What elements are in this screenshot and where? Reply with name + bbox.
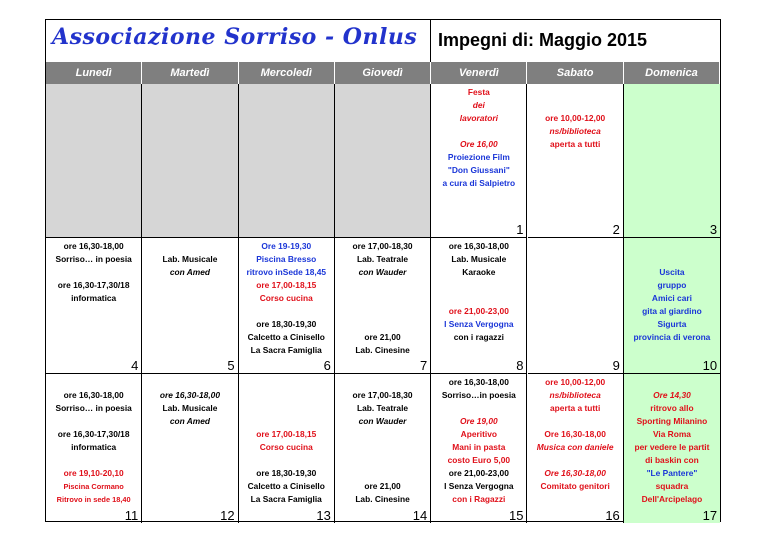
day-cell (431, 238, 527, 374)
day-number: 7 (419, 358, 428, 373)
event-line: Piscina Cormano (63, 482, 124, 491)
event-line: Lab. Musicale (451, 254, 507, 264)
event-line: "Don Giussani" (447, 165, 510, 175)
event-line: Uscita (659, 267, 685, 277)
event-line: gruppo (657, 280, 687, 290)
day-cell (46, 374, 142, 523)
event-line: con Wauder (358, 416, 407, 426)
event-line: Ore 16,30-18,00 (544, 429, 606, 439)
event-line (335, 318, 430, 331)
event-line (335, 279, 430, 292)
organization-title: Associazione Sorriso - Onlus (52, 24, 418, 50)
event-line (528, 415, 623, 428)
event-line (624, 376, 720, 389)
event-line: Festa (467, 87, 490, 97)
event-line: Proiezione Film (447, 152, 510, 162)
day-cell (624, 84, 720, 238)
event-line (239, 415, 334, 428)
event-line: Amici cari (651, 293, 692, 303)
event-line: La Sacra Famiglia (250, 345, 322, 355)
day-cell (239, 238, 335, 374)
event-line: di baskin con (645, 455, 699, 465)
event-line: I Senza Vergogna (444, 319, 514, 329)
day-number: 6 (323, 358, 331, 373)
event-line: aperta a tutti (550, 139, 601, 149)
event-line: ore 21,00-23,00 (448, 468, 509, 478)
event-line: aperta a tutti (550, 403, 601, 413)
cell-events (46, 240, 141, 305)
event-line: Comitato genitori (540, 481, 610, 491)
day-cell (624, 238, 720, 374)
event-line (239, 305, 334, 318)
weekday-2: Mercoledì (239, 62, 335, 84)
weekday-6: Domenica (624, 62, 720, 84)
event-line (239, 376, 334, 389)
event-line: ore 16,30-18,00 (63, 390, 124, 400)
weekday-1: Martedì (142, 62, 238, 84)
event-line: Corso cucina (259, 442, 313, 452)
day-number: 8 (516, 358, 524, 373)
day-cell (335, 84, 431, 238)
event-line (335, 292, 430, 305)
event-line: La Sacra Famiglia (250, 494, 322, 504)
day-cell (624, 374, 720, 523)
event-line: ore 17,00-18,30 (352, 241, 413, 251)
event-line: ore 10,00-12,00 (545, 377, 606, 387)
weekday-4: Venerdì (431, 62, 527, 84)
event-line: informatica (71, 442, 117, 452)
event-line (431, 292, 526, 305)
event-line: per vedere le partit (634, 442, 710, 452)
day-number: 14 (412, 508, 428, 523)
event-line: ore 21,00 (364, 481, 401, 491)
event-line (142, 376, 237, 389)
cell-events (46, 376, 141, 506)
event-line (335, 305, 430, 318)
event-line: ore 19,10-20,10 (63, 468, 124, 478)
event-line (335, 441, 430, 454)
event-line (335, 376, 430, 389)
event-line: lavoratori (459, 113, 498, 123)
event-line: con Amed (169, 416, 211, 426)
event-line: Ritrovo in sede 18,40 (56, 495, 131, 504)
event-line: Lab. Musicale (162, 254, 218, 264)
cell-events (431, 86, 526, 190)
event-line (335, 428, 430, 441)
weekday-header-row (46, 62, 720, 84)
cell-events (142, 376, 237, 428)
cell-events (335, 376, 430, 506)
event-line: I Senza Vergogna (444, 481, 514, 491)
event-line (239, 402, 334, 415)
event-line: ore 16,30-18,00 (448, 241, 509, 251)
cell-events (624, 240, 720, 344)
event-line: Sporting Milanino (636, 416, 708, 426)
event-line: ns/biblioteca (549, 126, 601, 136)
event-line: Ore 16,30-18,00 (544, 468, 606, 478)
day-number: 5 (227, 358, 235, 373)
event-line: Calcetto a Cinisello (247, 332, 325, 342)
day-number: 12 (220, 508, 235, 523)
event-line: ore 17,00-18,15 (256, 429, 317, 439)
event-line: ore 16,30-17,30/18 (57, 280, 130, 290)
weekday-3: Giovedì (335, 62, 431, 84)
event-line: Sorriso… in poesia (55, 254, 132, 264)
header-divider (430, 20, 431, 62)
event-line: Ore 16,00 (459, 139, 498, 149)
day-number: 17 (702, 508, 718, 523)
event-line: Aperitivo (460, 429, 497, 439)
event-line: ore 18,30-19,30 (256, 319, 317, 329)
event-line: dei (472, 100, 485, 110)
day-cell (142, 238, 238, 374)
event-line (528, 86, 623, 99)
event-line: Ore 14,30 (653, 390, 691, 400)
day-number: 4 (131, 358, 139, 373)
day-cell (239, 84, 335, 238)
event-line: "Le Pantere" (646, 468, 698, 478)
cell-events (142, 240, 237, 279)
event-line: Ore 19,00 (459, 416, 498, 426)
event-line: Karaoke (462, 267, 496, 277)
event-line: ore 18,30-19,30 (256, 468, 317, 478)
event-line (46, 376, 141, 389)
event-line: ore 16,30-17,30/18 (57, 429, 130, 439)
day-cell (335, 238, 431, 374)
day-cell (431, 84, 527, 238)
event-line: con Wauder (358, 267, 407, 277)
event-line: ore 21,00-23,00 (448, 306, 509, 316)
event-line (624, 253, 720, 266)
event-line (239, 454, 334, 467)
event-line: Piscina Bresso (256, 254, 317, 264)
event-line: Ore 19-19,30 (261, 241, 312, 251)
day-number: 13 (316, 508, 331, 523)
day-number: 2 (612, 222, 620, 237)
cell-events (624, 376, 720, 506)
weekday-0: Lunedì (46, 62, 142, 84)
event-line (46, 415, 141, 428)
event-line: con i ragazzi (453, 332, 504, 342)
day-cell (528, 84, 624, 238)
event-line: con Amed (169, 267, 211, 277)
month-title: Impegni di: Maggio 2015 (438, 30, 648, 50)
event-line: Dell'Arcipelago (641, 494, 703, 504)
day-number: 11 (124, 508, 139, 523)
event-line (46, 266, 141, 279)
event-line (431, 402, 526, 415)
event-line: Sorriso… in poesia (55, 403, 132, 413)
cell-events (335, 240, 430, 357)
event-line (335, 467, 430, 480)
event-line: ore 10,00-12,00 (545, 113, 606, 123)
event-line: Corso cucina (259, 293, 313, 303)
day-cell (142, 374, 238, 523)
event-line: informatica (71, 293, 117, 303)
event-line: Calcetto a Cinisello (247, 481, 325, 491)
event-line (624, 240, 720, 253)
cell-events (431, 376, 526, 506)
day-cell (239, 374, 335, 523)
event-line: a cura di Salpietro (442, 178, 516, 188)
event-line: Lab. Cinesine (355, 494, 410, 504)
day-cell (431, 374, 527, 523)
event-line: Sigurta (657, 319, 687, 329)
event-line (239, 389, 334, 402)
event-line: provincia di verona (633, 332, 711, 342)
event-line: Mani in pasta (452, 442, 506, 452)
event-line: Lab. Musicale (162, 403, 218, 413)
day-number: 10 (702, 358, 718, 373)
day-number: 1 (516, 222, 524, 237)
day-cell (46, 84, 142, 238)
event-line: ore 16,30-18,00 (159, 390, 220, 400)
cell-events (431, 240, 526, 344)
event-line (431, 279, 526, 292)
event-line (528, 99, 623, 112)
day-cell (335, 374, 431, 523)
event-line: costo Euro 5,00 (447, 455, 511, 465)
day-cell (528, 374, 624, 523)
event-line: gita al giardino (642, 306, 702, 316)
day-number: 15 (509, 508, 524, 523)
event-line: ritrovo inSede 18,45 (246, 267, 327, 277)
cell-events (528, 376, 623, 493)
event-line: ritrovo allo (650, 403, 694, 413)
event-line: ns/biblioteca (549, 390, 601, 400)
day-number: 16 (605, 508, 620, 523)
day-cell (46, 238, 142, 374)
event-line (142, 240, 237, 253)
cell-events (239, 376, 334, 506)
event-line (335, 454, 430, 467)
event-line: Musica con daniele (536, 442, 614, 452)
event-line: Lab. Teatrale (357, 403, 409, 413)
day-cell (142, 84, 238, 238)
event-line: ore 21,00 (364, 332, 401, 342)
event-line: ore 16,30-18,00 (63, 241, 124, 251)
event-line (431, 125, 526, 138)
event-line: Sorriso…in poesia (441, 390, 516, 400)
weekday-5: Sabato (528, 62, 624, 84)
day-number: 9 (612, 358, 620, 373)
event-line: Lab. Cinesine (355, 345, 410, 355)
event-line (528, 454, 623, 467)
event-line: ore 17,00-18,15 (256, 280, 317, 290)
event-line: Via Roma (652, 429, 691, 439)
calendar-header (46, 20, 720, 63)
cell-events (528, 86, 623, 151)
event-line (46, 454, 141, 467)
cell-events (239, 240, 334, 357)
event-line: Lab. Teatrale (357, 254, 409, 264)
day-cell (528, 238, 624, 374)
event-line: con i Ragazzi (452, 494, 506, 504)
event-line: squadra (655, 481, 689, 491)
calendar-sheet (45, 19, 721, 522)
event-line: ore 17,00-18,30 (352, 390, 413, 400)
event-line: ore 16,30-18,00 (448, 377, 509, 387)
day-number: 3 (709, 222, 718, 237)
